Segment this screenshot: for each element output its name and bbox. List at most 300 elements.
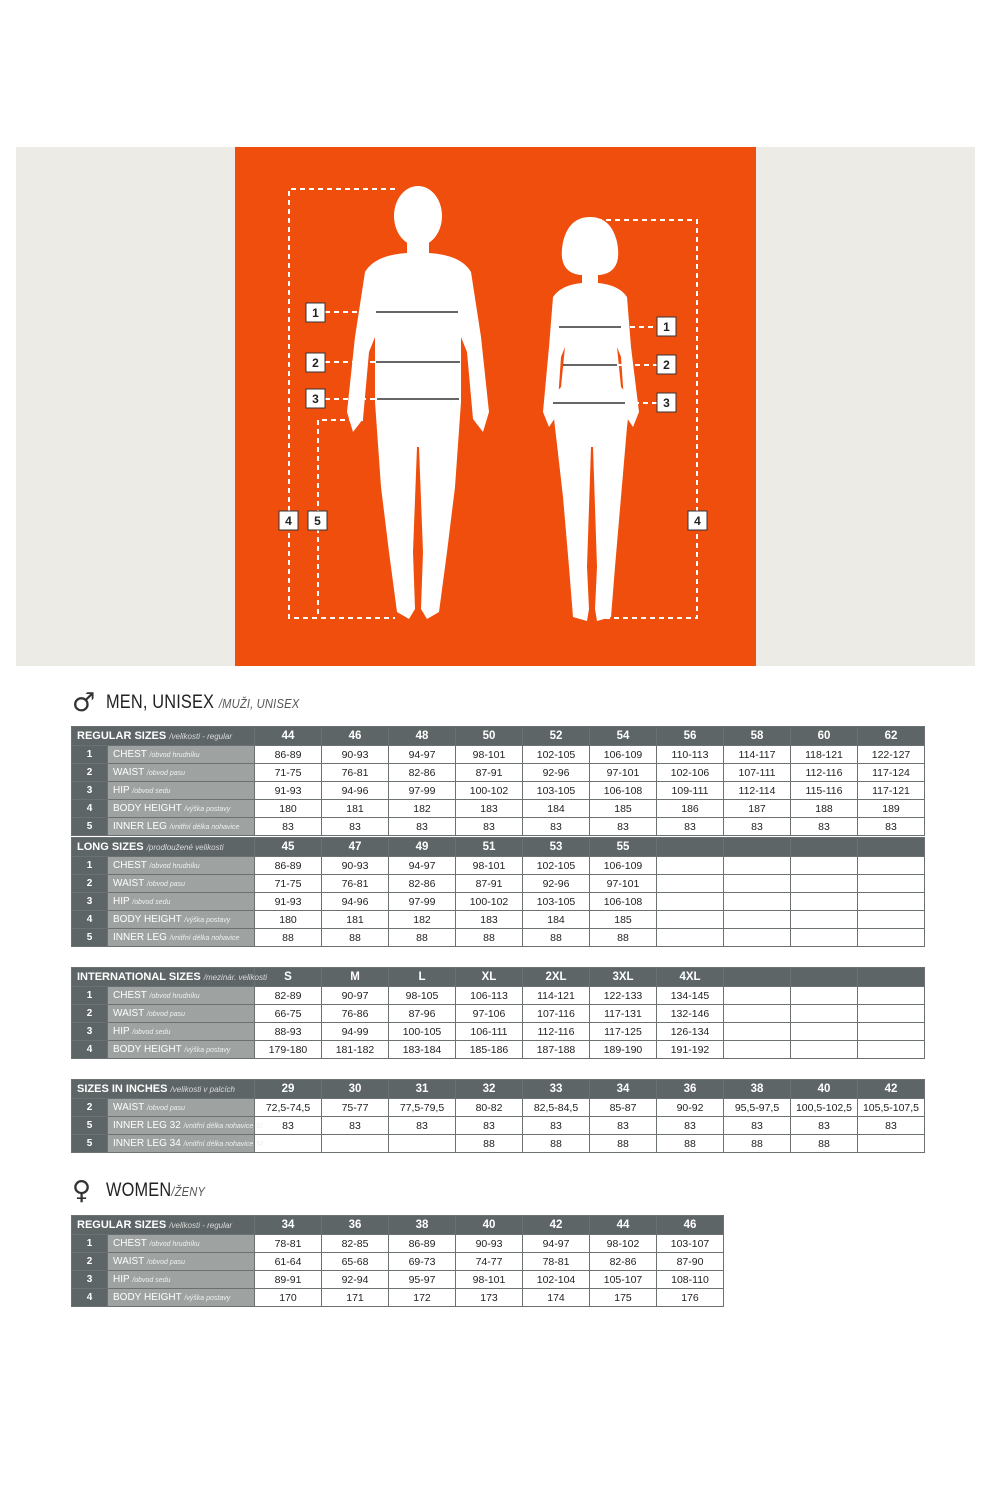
table-cell: 88	[255, 929, 322, 947]
table-cell: 173	[456, 1289, 523, 1307]
table-cell: 88	[791, 1135, 858, 1153]
table-cell: 106-113	[456, 987, 523, 1005]
table-cell	[724, 1023, 791, 1041]
men-inch-sizes-table	[71, 1079, 925, 1153]
size-header-cell: 38	[389, 1216, 456, 1235]
table-cell: 87-90	[657, 1253, 724, 1271]
table-cell: 92-94	[322, 1271, 389, 1289]
table-cell: 92-96	[523, 764, 590, 782]
table-cell: 94-97	[389, 857, 456, 875]
table-cell	[255, 1135, 322, 1153]
table-row	[72, 1023, 925, 1041]
table-cell: 106-108	[590, 782, 657, 800]
row-label-main: HIP	[113, 1026, 130, 1037]
row-label	[108, 1023, 255, 1041]
table-cell: 102-104	[523, 1271, 590, 1289]
row-number: 1	[72, 746, 108, 764]
row-label-main: BODY HEIGHT	[113, 1044, 182, 1055]
table-cell: 88-93	[255, 1023, 322, 1041]
table-row	[72, 1289, 724, 1307]
row-number: 1	[72, 857, 108, 875]
table-cell: 94-96	[322, 782, 389, 800]
men-long-sizes-table	[71, 837, 925, 947]
size-header-cell: 40	[791, 1080, 858, 1099]
table-cell: 114-121	[523, 987, 590, 1005]
row-label	[108, 929, 255, 947]
row-label	[108, 1135, 263, 1153]
table-cell: 108-110	[657, 1271, 724, 1289]
men-international-sizes-table	[71, 967, 925, 1059]
table-cell	[724, 875, 791, 893]
size-header-cell: 50	[456, 727, 523, 746]
table-row	[72, 800, 925, 818]
size-header-cell: 56	[657, 727, 724, 746]
table-cell: 114-117	[724, 746, 791, 764]
table-cell: 132-146	[657, 1005, 724, 1023]
row-number: 5	[72, 818, 108, 836]
row-label-sub: /vnitřní délka nohavice	[169, 935, 240, 942]
row-label-main: HIP	[113, 896, 130, 907]
table-cell: 97-101	[590, 875, 657, 893]
table-cell	[657, 893, 724, 911]
size-header-cell: 31	[389, 1080, 456, 1099]
table-cell	[724, 1041, 791, 1059]
table-title-main: SIZES IN INCHES	[77, 1083, 168, 1095]
row-number: 2	[72, 1253, 108, 1271]
table-cell: 82-86	[389, 764, 456, 782]
row-label-main: INNER LEG	[113, 932, 167, 943]
table-cell: 90-93	[322, 746, 389, 764]
size-header-cell: 44	[255, 727, 322, 746]
table-cell: 97-99	[389, 893, 456, 911]
row-label-sub: /obvod pasu	[146, 1011, 186, 1018]
marker-3-left	[306, 389, 325, 408]
size-header-cell: 3XL	[590, 968, 657, 987]
table-title-sub: /velikosti v palcích	[170, 1085, 235, 1094]
row-label-sub: /obvod hrudníku	[149, 1241, 200, 1248]
table-cell: 106-109	[590, 857, 657, 875]
table-cell: 83	[590, 1117, 657, 1135]
row-number: 4	[72, 800, 108, 818]
size-header-cell: 32	[456, 1080, 523, 1099]
svg-text:5: 5	[314, 514, 321, 528]
table-row	[72, 1005, 925, 1023]
row-label-main: INNER LEG 34	[113, 1138, 181, 1149]
row-label	[108, 911, 255, 929]
size-header-cell: 42	[523, 1216, 590, 1235]
marker-1-right	[657, 317, 676, 336]
table-cell: 83	[255, 818, 322, 836]
table-cell: 100-105	[389, 1023, 456, 1041]
row-label-main: WAIST	[113, 1256, 145, 1267]
table-cell: 191-192	[657, 1041, 724, 1059]
table-row	[72, 987, 925, 1005]
table-cell: 117-121	[858, 782, 925, 800]
table-cell: 97-99	[389, 782, 456, 800]
table-cell: 83	[791, 1117, 858, 1135]
size-header-cell: 45	[255, 838, 322, 857]
table-cell: 90-93	[322, 857, 389, 875]
table-title-sub: /prodloužené velikosti	[146, 843, 224, 852]
men-subtitle: /MUŽI, UNISEX	[218, 696, 300, 711]
table-cell: 117-124	[858, 764, 925, 782]
row-label-sub: /obvod pasu	[146, 770, 186, 777]
table-cell: 98-102	[590, 1235, 657, 1253]
table-cell	[858, 929, 925, 947]
row-label	[108, 1041, 255, 1059]
women-section-title	[72, 1176, 221, 1206]
table-cell: 103-105	[523, 893, 590, 911]
table-cell: 91-93	[255, 893, 322, 911]
table-row	[72, 764, 925, 782]
table-cell	[791, 893, 858, 911]
table-cell: 94-96	[322, 893, 389, 911]
table-cell	[791, 1005, 858, 1023]
table-cell: 78-81	[255, 1235, 322, 1253]
size-header-cell: 40	[456, 1216, 523, 1235]
table-cell: 105,5-107,5	[858, 1099, 925, 1117]
row-label-sub: /vnitřní délka nohavice 34	[183, 1141, 263, 1148]
row-number: 4	[72, 1041, 108, 1059]
table-cell: 98-101	[456, 1271, 523, 1289]
table-cell	[858, 987, 925, 1005]
table-cell: 106-109	[590, 746, 657, 764]
table-title-sub: /velikosti - regular	[169, 1221, 232, 1230]
size-header-cell: 46	[322, 727, 389, 746]
table-cell: 83	[255, 1117, 322, 1135]
table-cell: 189-190	[590, 1041, 657, 1059]
row-number: 1	[72, 987, 108, 1005]
row-number: 2	[72, 1005, 108, 1023]
row-label-main: CHEST	[113, 990, 147, 1001]
table-cell	[724, 987, 791, 1005]
row-number: 5	[72, 929, 108, 947]
row-label-main: WAIST	[113, 1102, 145, 1113]
table-cell: 172	[389, 1289, 456, 1307]
table-row	[72, 1271, 724, 1289]
table-cell: 183-184	[389, 1041, 456, 1059]
table-cell: 88	[523, 929, 590, 947]
size-header-cell	[791, 968, 858, 987]
table-cell: 76-86	[322, 1005, 389, 1023]
table-cell: 83	[322, 1117, 389, 1135]
table-cell: 184	[523, 911, 590, 929]
row-label-sub: /obvod pasu	[146, 1259, 186, 1266]
row-label-sub: /vnitřní délka nohavice	[169, 824, 240, 831]
table-cell	[322, 1135, 389, 1153]
table-cell	[791, 987, 858, 1005]
row-label	[108, 1005, 255, 1023]
table-cell: 118-121	[791, 746, 858, 764]
row-label-main: CHEST	[113, 860, 147, 871]
size-header-cell: 30	[322, 1080, 389, 1099]
table-cell: 83	[724, 1117, 791, 1135]
table-cell: 188	[791, 800, 858, 818]
row-label	[108, 1253, 255, 1271]
table-header-row	[72, 1080, 925, 1099]
row-label	[108, 746, 255, 764]
table-row	[72, 1041, 925, 1059]
table-cell: 74-77	[456, 1253, 523, 1271]
table-cell	[657, 857, 724, 875]
women-subtitle: /ŽENY	[171, 1184, 206, 1199]
table-cell: 94-97	[389, 746, 456, 764]
row-label-sub: /obvod pasu	[146, 1105, 186, 1112]
table-title-sub: /velikosti - regular	[169, 732, 232, 741]
size-header-cell: 36	[322, 1216, 389, 1235]
size-header-cell	[858, 968, 925, 987]
row-label-sub: /obvod sedu	[132, 1029, 171, 1036]
marker-4-right	[688, 511, 707, 530]
svg-text:4: 4	[285, 514, 292, 528]
table-cell: 182	[389, 800, 456, 818]
table-cell: 88	[657, 1135, 724, 1153]
table-cell	[657, 929, 724, 947]
size-header-cell: L	[389, 968, 456, 987]
size-header-cell: 4XL	[657, 968, 724, 987]
table-cell: 88	[590, 1135, 657, 1153]
table-cell: 103-107	[657, 1235, 724, 1253]
table-header-row	[72, 838, 925, 857]
table-cell: 102-106	[657, 764, 724, 782]
table-cell: 88	[456, 929, 523, 947]
svg-text:1: 1	[663, 320, 670, 334]
table-cell: 189	[858, 800, 925, 818]
size-header-cell: 29	[255, 1080, 322, 1099]
table-cell	[858, 857, 925, 875]
size-header-cell: 49	[389, 838, 456, 857]
table-cell: 76-81	[322, 875, 389, 893]
table-cell: 80-82	[456, 1099, 523, 1117]
table-cell	[791, 911, 858, 929]
table-cell: 179-180	[255, 1041, 322, 1059]
size-header-cell: 52	[523, 727, 590, 746]
table-row	[72, 818, 925, 836]
table-cell: 82-86	[590, 1253, 657, 1271]
table-cell: 97-106	[456, 1005, 523, 1023]
table-header-row	[72, 968, 925, 987]
row-label-main: INNER LEG	[113, 821, 167, 832]
table-cell: 88	[590, 929, 657, 947]
table-cell: 182	[389, 911, 456, 929]
table-cell: 82-86	[389, 875, 456, 893]
table-row	[72, 1253, 724, 1271]
row-label-main: WAIST	[113, 1008, 145, 1019]
row-number: 4	[72, 1289, 108, 1307]
table-cell: 117-125	[590, 1023, 657, 1041]
table-cell	[791, 857, 858, 875]
table-cell: 112-116	[791, 764, 858, 782]
table-cell: 174	[523, 1289, 590, 1307]
table-cell: 65-68	[322, 1253, 389, 1271]
table-cell: 176	[657, 1289, 724, 1307]
table-cell: 98-101	[456, 746, 523, 764]
row-label-main: HIP	[113, 1274, 130, 1285]
size-header-cell: 34	[590, 1080, 657, 1099]
table-cell: 107-116	[523, 1005, 590, 1023]
table-cell	[858, 911, 925, 929]
row-label-sub: /vnitřní délka nohavice 32	[183, 1123, 263, 1130]
size-header-cell: 60	[791, 727, 858, 746]
row-label-sub: /obvod sedu	[132, 788, 171, 795]
table-cell: 82,5-84,5	[523, 1099, 590, 1117]
table-cell: 170	[255, 1289, 322, 1307]
size-header-cell	[657, 838, 724, 857]
row-label	[108, 1099, 255, 1117]
table-row	[72, 746, 925, 764]
table-cell: 109-111	[657, 782, 724, 800]
table-cell: 181	[322, 911, 389, 929]
table-row	[72, 911, 925, 929]
women-title: WOMEN/ŽENY	[106, 1180, 206, 1201]
size-header-cell: XL	[456, 968, 523, 987]
size-header-cell: 48	[389, 727, 456, 746]
table-title	[72, 1080, 255, 1099]
row-number: 3	[72, 893, 108, 911]
men-title: MEN, UNISEX /MUŽI, UNISEX	[106, 692, 300, 713]
table-cell: 103-105	[523, 782, 590, 800]
table-cell: 180	[255, 800, 322, 818]
table-cell: 105-107	[590, 1271, 657, 1289]
size-header-cell: 47	[322, 838, 389, 857]
table-cell: 88	[724, 1135, 791, 1153]
table-title-main: REGULAR SIZES	[77, 1219, 167, 1231]
marker-1-left	[306, 303, 325, 322]
table-cell: 76-81	[322, 764, 389, 782]
women-regular-sizes-table	[71, 1215, 724, 1307]
table-cell: 181	[322, 800, 389, 818]
table-cell: 98-105	[389, 987, 456, 1005]
table-cell: 83	[657, 818, 724, 836]
table-cell: 184	[523, 800, 590, 818]
row-label	[108, 1235, 255, 1253]
table-cell: 185	[590, 800, 657, 818]
table-cell: 186	[657, 800, 724, 818]
row-label	[108, 1289, 255, 1307]
row-label	[108, 1271, 255, 1289]
table-row	[72, 929, 925, 947]
size-header-cell: 38	[724, 1080, 791, 1099]
row-label-main: CHEST	[113, 1238, 147, 1249]
table-cell: 83	[389, 818, 456, 836]
table-cell: 171	[322, 1289, 389, 1307]
svg-text:4: 4	[694, 514, 701, 528]
row-label-sub: /obvod sedu	[132, 899, 171, 906]
table-cell: 95-97	[389, 1271, 456, 1289]
table-cell: 88	[389, 929, 456, 947]
table-header-row	[72, 727, 925, 746]
table-cell: 106-108	[590, 893, 657, 911]
table-cell	[791, 929, 858, 947]
table-cell: 115-116	[791, 782, 858, 800]
female-symbol-icon: ♀	[72, 1176, 92, 1206]
table-cell	[724, 911, 791, 929]
table-cell: 83	[858, 1117, 925, 1135]
table-cell	[858, 1041, 925, 1059]
table-cell	[858, 1005, 925, 1023]
table-cell: 83	[456, 818, 523, 836]
row-number: 3	[72, 1271, 108, 1289]
measurement-figures	[235, 147, 756, 666]
table-cell: 88	[456, 1135, 523, 1153]
row-label-sub: /výška postavy	[184, 917, 231, 924]
table-cell: 102-105	[523, 857, 590, 875]
table-cell: 90-93	[456, 1235, 523, 1253]
marker-3-right	[657, 393, 676, 412]
table-cell: 94-99	[322, 1023, 389, 1041]
table-cell: 134-145	[657, 987, 724, 1005]
table-title-main: LONG SIZES	[77, 841, 144, 853]
male-symbol-icon: ♂	[72, 688, 96, 718]
table-cell	[858, 893, 925, 911]
table-cell: 83	[791, 818, 858, 836]
table-cell	[724, 1005, 791, 1023]
svg-text:1: 1	[312, 306, 319, 320]
table-cell: 83	[724, 818, 791, 836]
size-header-cell	[858, 838, 925, 857]
svg-text:2: 2	[663, 358, 670, 372]
table-cell: 82-89	[255, 987, 322, 1005]
table-cell: 87-96	[389, 1005, 456, 1023]
table-cell: 95,5-97,5	[724, 1099, 791, 1117]
table-cell: 83	[590, 818, 657, 836]
table-title	[72, 838, 255, 857]
table-cell	[724, 857, 791, 875]
row-label-main: BODY HEIGHT	[113, 803, 182, 814]
table-cell: 187	[724, 800, 791, 818]
size-header-cell: 55	[590, 838, 657, 857]
row-label	[108, 764, 255, 782]
size-header-cell: 54	[590, 727, 657, 746]
table-cell: 126-134	[657, 1023, 724, 1041]
marker-2-left	[306, 353, 325, 372]
row-label-sub: /obvod sedu	[132, 1277, 171, 1284]
svg-text:3: 3	[663, 396, 670, 410]
table-cell: 77,5-79,5	[389, 1099, 456, 1117]
table-cell: 83	[657, 1117, 724, 1135]
table-cell: 183	[456, 800, 523, 818]
size-header-cell: 34	[255, 1216, 322, 1235]
table-cell: 83	[389, 1117, 456, 1135]
row-label	[108, 857, 255, 875]
table-cell: 88	[322, 929, 389, 947]
size-header-cell: 58	[724, 727, 791, 746]
row-label-sub: /výška postavy	[184, 1295, 231, 1302]
table-title	[72, 968, 267, 987]
table-cell: 100-102	[456, 782, 523, 800]
row-label-main: BODY HEIGHT	[113, 914, 182, 925]
table-cell	[791, 875, 858, 893]
row-label-sub: /výška postavy	[184, 806, 231, 813]
table-cell: 100-102	[456, 893, 523, 911]
size-header-cell: 44	[590, 1216, 657, 1235]
table-title	[72, 1216, 255, 1235]
marker-2-right	[657, 355, 676, 374]
row-label-main: INNER LEG 32	[113, 1120, 181, 1131]
row-label	[108, 987, 255, 1005]
table-cell: 94-97	[523, 1235, 590, 1253]
table-cell: 175	[590, 1289, 657, 1307]
table-cell: 187-188	[523, 1041, 590, 1059]
table-row	[72, 1099, 925, 1117]
row-number: 5	[72, 1117, 108, 1135]
table-cell: 97-101	[590, 764, 657, 782]
size-header-cell: 51	[456, 838, 523, 857]
row-label	[108, 893, 255, 911]
table-title-main: REGULAR SIZES	[77, 730, 167, 742]
table-row	[72, 782, 925, 800]
row-label-sub: /obvod hrudníku	[149, 863, 200, 870]
